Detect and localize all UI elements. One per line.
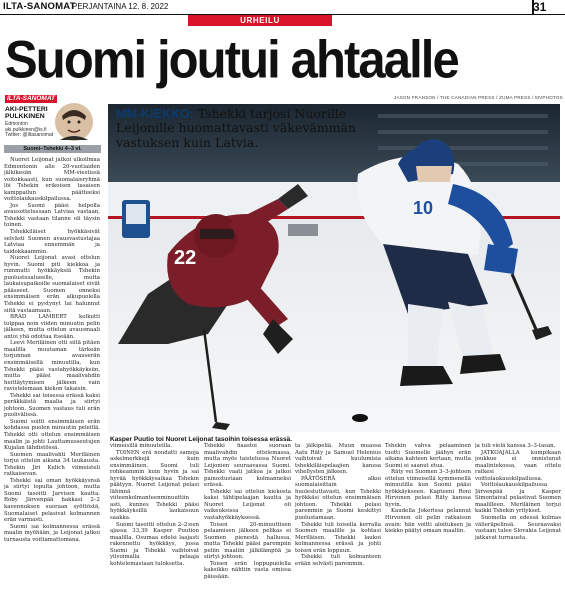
photo-caption: Kasper Puutio toi Nuoret Leijonat tasoihin toisessa erässä.	[110, 436, 293, 443]
article-paragraph: Tshekki tuli kolmanteen erään selvästi paremmin.	[295, 554, 381, 567]
article-column-3	[204, 443, 291, 587]
author-name: AKI-PETTERI PULKKINEN	[5, 106, 48, 121]
article-paragraph: Suomi soitti ensimmäisen erän kohdassa puolen minuutin peleillä. Tshekki otti ottelun ensimmäisen maalin ja johti Lauttamusseutujen Kujalan tähdistössä.	[4, 418, 100, 452]
page-headline: Suomi joutui ahtaalle	[5, 31, 458, 90]
article-paragraph: Toisen erän loppupuolella kaksikko nähtiin vasta omissa päissään.	[204, 560, 291, 580]
author-avatar	[54, 102, 94, 142]
article-paragraph: Tshekki haastoi suoraan maalivahdin ottelemassa, mutta myös taistelussa Nuoret Leijonien seuraavassa Suomi. Tshekki vaati jatkoa ja jatkoi painostustaan kolmanneksi erässä.	[204, 443, 291, 489]
article-paragraph: Tshekki tuli toisella kerralla Suomen maalille ja kohtasi Meriläisen. Tshekki laukoi kolmannessa erässä ja johti toisen erän loppuun.	[295, 521, 381, 554]
photo-lead-text	[116, 107, 376, 150]
article-paragraph: Suomen maalivahti Meriläinen torjui ottelun aikana 34 laukausta. Tshekin Jiri Kulich viimeisteli ratkaisevan.	[4, 451, 100, 478]
article-paragraph: ta jälkipeliä. Muun muassa Aatu Räty ja Samuel Helenius vaihtoivat kuulumisia tshekkiläispelaajien kanssa vihellysten jälkeen.	[295, 443, 381, 476]
article-paragraph: Räty vei Suomen 3–3-johtoon ottelun viimeisellä kymmenellä minuutilla kun Suomi pääsi hyökkäykseen. Kapteeni Roni Hirvonen pelasi Räty kanssa hyvin.	[385, 469, 471, 508]
article-paragraph: Voittolaukauskilpailussa Järvenpää ja Kasper Simontaival pelastivat Suomen maalilleen. Meriläinen torjui kaikki Tshekin yritykset.	[475, 482, 561, 515]
article-paragraph: JATKOAJALLA kumpikaan joukkue ei onnistunut maalintekossa, vaan ottelu ratkesi voittolaukauskilpailussa.	[475, 449, 561, 482]
article-paragraph: Leevi Meriläinen otti siitä pitäen maalilla muutaman tärkeän torjunnan avauserän ensimmäisellä minuutilla, kun Tshekki pääsi vastahyökkäyksiin, mutta pääsi maalivahdin heittäytymisen jälkeen vain ravistelemaan kiekon takaisin.	[4, 340, 100, 393]
article-column-1	[4, 157, 100, 585]
article-paragraph: Tshekki sai toisessa erässä kaksi peräkkäistä maalia ja siirtyi johtoon. Suomen vastaus tuli erän puolivälissä.	[4, 392, 100, 419]
hockey-photo-illustration	[108, 104, 560, 432]
article-paragraph: Jos Suomi pääsi helpolla avausottelussaan Latviaa vastaan, Tshekki vastaan tilanne oli täysin toinen.	[4, 202, 100, 229]
score-badge: Suomi–Tshekki 4–3 vl.	[4, 145, 101, 153]
article-paragraph: BRAD LAMBERT kolkutti tolppaa noin viiden minuutin pelin jälkeen, mutta ottelun avausmaali antoi yhä odottaa itseään.	[4, 314, 100, 340]
lead-body: Tshekki tarjosi Nuorille Leijonille huomattavasti väkevämmän vastuksen kuin Latvia.	[116, 106, 357, 150]
article-paragraph: Nuoret Leijonat avasi ottelun hyvin. Suomi piti kiekkoa ja rummutti hyökkäyksiä Tshekin puolustusalueelle, mutta laukaisupaikoille suomalaiset eivät päässeet. Suomen onneksi ensimmäisen erän alkupuolella Tshekki ei pystynyt tai halunnut siitä vastaamaan.	[4, 255, 100, 314]
author-portrait-icon	[54, 102, 94, 142]
article-paragraph: Tshekki sai ottelun kiekosta kaksi tähtipelaajan kautta ja Nuoret Leijonat oli vaikeuksissa vastahyökkäyksessä.	[204, 488, 291, 522]
masthead-issue-date: PERJANTAINA 12. 8. 2022	[72, 2, 169, 11]
article-paragraph: ja tuli vielä kanssa 3–3-tasan.	[475, 443, 556, 449]
article-paragraph: Toisen 20-minuuttisen pelaamisen jälkeen pelikas ei Suomen pienestä hallussa, mutta Tshekki pääsi parempiin peliin maaliin jälkilämpöä ja siirtyi johtoon.	[204, 521, 291, 561]
article-paragraph: Kaudella Jokerissa pelannut Hirvonen oli pelin ratkaisun avain: hän voitti aloituksen ja kiekko päätyi omaan maaliin.	[385, 508, 471, 535]
article-paragraph: PÄÄTÖSERÄ alkoi suomalaisittain huolestuttavasti, kun Tshekki hyökkäsi ottelun ensimmäisen johtoon. Tshekki pelasi paremmin ja Suomi keskittyi puolustamaan.	[295, 475, 381, 522]
author-publication-tag: ILTA-SANOMAT	[7, 95, 56, 102]
right-player-jersey-number: 10	[413, 198, 434, 218]
article-paragraph: Tshekkiläiset hyökkäsivät selvästi Suomen avausvastustajaa Latviaa ennemmän ja taidokkaammin.	[4, 229, 100, 255]
article-paragraph: Suomi tasoitti ottelun 2–2:een ajassa 33,39 Kasper Puution maalilla. Osumaa edelsi laajasti rakennettu hyökkäys, jossa Suomi ja Tshekki vaihtoivat ylivoimalla pelaaja kohtelemastaan tuloksetta.	[110, 521, 199, 567]
hockey-photo	[108, 104, 560, 432]
article-paragraph: Suomella on edessä kolmas välieräpelinsä. Seuraavaksi vastaan tulee Slovakia Leijonat jatkavat turnausta.	[475, 515, 561, 541]
left-player-jersey-number: 22	[174, 247, 197, 269]
article-column-4	[295, 443, 381, 587]
article-paragraph: TOINEN erä noudatti samoja askelmerkkejä kuin ensimmäinen. Suomi tuli rohkeammin kuin hyvin ja sai hyvää hyökkäysaikaa Tshekin päätyyn. Nuoret Leijonat pelasi lähinnä viiteenkolmanteenminuuttiin asti, kunnes Tshekki pääsi hyökkäyksillä laukaisuun saakka.	[110, 449, 199, 522]
article-column-5	[385, 443, 471, 587]
masthead-brand: ILTA-SANOMAT	[3, 1, 76, 12]
article-paragraph: Suomi sai kolmannessa erässä maalin myöhään, ja Leijonat jatkoi turnausta voittamattomana.	[4, 523, 100, 543]
article-column-2	[110, 443, 199, 587]
article-paragraph: Tshekki sai oman hyökkäysnsä ja siirtyi lopulta johtoon, mutta Suomi tasoitti Jarvisen kautta. Roby Järvenpää hakkasi 2–2 kavennuksen suoraan syöttöstä, Suomalaiset pelasivat kolmannen erän varmasti.	[4, 477, 100, 524]
lead-kicker: MM-KIEKKO:	[116, 107, 194, 121]
article-paragraph: Nuoret Leijonat jatkoi ulkoilmaa Edmontonin alle 20-vuotiaiden jälkikesän MM-viestissä voitokkaasti, kun suomalaisryhmä löi Tshekin erikoisen tasaisen kamppailun päätteeksi voittolaukauskilpailussa.	[4, 157, 100, 203]
section-tag: URHEILU	[188, 15, 332, 26]
photo-credit: JASON FRANSON / THE CANADIAN PRESS / ZUMA PRESS / MVPHOTOS	[394, 95, 563, 100]
author-contact: Edmonton aki.pulkkinen@is.fi Twitter: @iltasanomat	[5, 121, 54, 139]
article-column-6	[475, 443, 561, 587]
article-paragraph: Tshekin vahva pelaaminen tuotti Suomelle jäähyn erän aikana kahteen kertaan, mutta Suomi ei saanut etua.	[385, 443, 471, 469]
page-number: 31	[533, 0, 547, 14]
article-paragraph: viimeisillä minuuteilla.	[110, 443, 173, 449]
